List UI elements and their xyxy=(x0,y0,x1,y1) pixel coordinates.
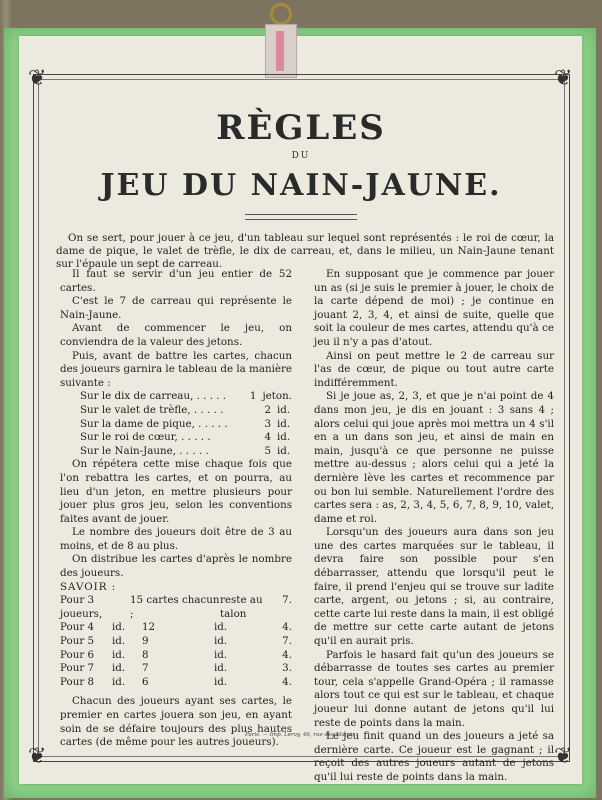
table-cell: id. xyxy=(112,621,126,634)
stake-unit: jeton. xyxy=(262,390,292,403)
stake-count: 1 xyxy=(249,390,257,403)
rule-paragraph: Puis, avant de battre les cartes, chacun des joueurs garnira le tableau de la manière suivante : xyxy=(60,349,292,389)
right-column xyxy=(314,268,554,785)
rule-paragraph: Parfois le hasard fait qu'un des joueurs se débarrasse de toutes ses cartes au premier tour, cela s'appelle Grand-Opéra ; il ramasse alors tout ce qui est sur le tableau, et chaque joueur lui donne autant de jetons qu'il lui reste de points dans la main. xyxy=(314,648,554,729)
rule-paragraph: Le nombre des joueurs doit être de 3 au moins, et de 8 au plus. xyxy=(60,526,292,552)
rule-paragraph: Ainsi on peut mettre le 2 de carreau sur l'as de cœur, de pique ou tout autre carte indifféremment. xyxy=(314,349,554,389)
table-cell: id. xyxy=(112,635,126,648)
stake-count: 3 xyxy=(264,417,271,430)
table-cell: 3. xyxy=(282,662,292,675)
table-cell: 4. xyxy=(282,621,292,634)
stake-unit: id. xyxy=(277,444,291,457)
stake-label: Sur le dix de carreau, . . . . . xyxy=(80,390,227,403)
rule-paragraph: En supposant que je commence par jouer un as (si je suis le premier à jouer, le choix de la carte dépend de moi) ; je continue en jouant 2, 3, 4, et ainsi de suite, quelle que soit la couleur de mes cartes, attendu qu'à ce jeu il n'y a pas d'atout. xyxy=(314,268,554,348)
stake-label: Sur la dame de pique, . . . . . xyxy=(80,417,228,430)
table-cell: 7 xyxy=(142,662,149,675)
table-cell: 7. xyxy=(282,635,292,648)
table-cell: Pour 3 joueurs, xyxy=(60,594,103,620)
rule-paragraph: On distribue les cartes d'après le nombre des joueurs. xyxy=(60,553,292,580)
hanging-ring xyxy=(270,3,292,25)
table-cell: 4. xyxy=(282,648,292,661)
corner-ornament-bottom-left: ❦ xyxy=(28,744,47,769)
stake-label: Sur le valet de trèfle, . . . . . xyxy=(80,403,224,416)
stake-row xyxy=(60,445,292,459)
title-rule xyxy=(245,214,357,220)
table-cell: 7. xyxy=(282,594,292,607)
table-cell: id. xyxy=(214,621,228,634)
table-cell: id. xyxy=(214,675,228,688)
table-row xyxy=(60,662,292,676)
printer-imprint: Paris. — Imp. Leroy, 46, rue des Marais. xyxy=(245,732,357,738)
savoir-heading: SAVOIR : xyxy=(60,580,117,593)
corner-ornament-top-left: ❦ xyxy=(28,66,47,91)
tab-stripe xyxy=(276,31,284,71)
stake-unit: id. xyxy=(277,417,291,430)
table-cell: reste au talon xyxy=(220,594,263,620)
rule-paragraph: On répétera cette mise chaque fois que l'on rebattra les cartes, et on pourra, au lieu d'un jeton, en mettre plusieurs pour jouer plus gros jeu, selon les conventions faites avant de jouer. xyxy=(60,458,292,525)
stake-unit: id. xyxy=(277,403,291,416)
rule-paragraph: Si je joue as, 2, 3, et que je n'ai point de 4 dans mon jeu, je dis en jouant : 3 sans 4 ; alors celui qui joue après moi mettra un 4 s'il en a un dans son jeu, et ainsi de main en main, jusqu'à ce que personne ne puisse mettre au-dessus ; alors celui qui a jeté la dernière lève les cartes et recommence par ou bon lui semble. Naturellement l'ordre des cartes sera : as, 2, 3, 4, 5, 6, 7, 8, 9, 10, valet, dame et roi. xyxy=(314,390,554,525)
table-cell: 15 cartes chacun ; xyxy=(130,594,220,620)
rule-paragraph: Lorsqu'un des joueurs aura dans son jeu une des cartes marquées sur le tableau, il devra faire son possible pour s'en débarrasser, attendu que lorsqu'il peut le faire, il prend l'enjeu qui se trouve sur ladite carte, argent, ou jetons ; si, au contraire, cette carte lui reste dans la main, il est obligé de mettre sur cette carte autant de jetons qu'il en aurait pris. xyxy=(314,526,554,648)
corner-ornament-top-right: ❦ xyxy=(554,66,573,91)
table-cell: id. xyxy=(112,662,126,675)
stake-count: 4 xyxy=(264,431,271,444)
page-title: RÈGLES xyxy=(216,108,386,148)
table-cell: 4. xyxy=(282,675,292,688)
table-cell: Pour 8 xyxy=(60,675,95,688)
table-cell: id. xyxy=(214,662,228,675)
stake-row xyxy=(60,390,292,404)
table-cell: 6 xyxy=(142,675,149,688)
stake-row xyxy=(60,431,292,445)
stake-count: 5 xyxy=(264,444,271,457)
distribution-table xyxy=(60,594,292,689)
table-cell: 9 xyxy=(142,635,149,648)
corner-ornament-bottom-right: ❦ xyxy=(554,744,573,769)
table-cell: id. xyxy=(112,648,126,661)
stake-row xyxy=(60,404,292,418)
stake-unit: id. xyxy=(277,431,291,444)
table-cell: id. xyxy=(112,675,126,688)
table-cell: id. xyxy=(214,635,228,648)
stake-count: 2 xyxy=(264,403,271,416)
rule-paragraph: Avant de commencer le jeu, on conviendra de la valeur des jetons. xyxy=(60,322,292,348)
table-row xyxy=(60,676,292,690)
table-cell: 8 xyxy=(142,648,149,661)
table-row xyxy=(60,621,292,635)
hanger-tab xyxy=(265,24,297,78)
table-row xyxy=(60,635,292,649)
table-cell: Pour 5 xyxy=(60,635,95,648)
table-row xyxy=(60,594,292,621)
rule-paragraph: C'est le 7 de carreau qui représente le Nain-Jaune. xyxy=(60,295,292,321)
rule-paragraph: Il faut se servir d'un jeu entier de 52 cartes. xyxy=(60,268,292,294)
stake-label: Sur le roi de cœur, . . . . . xyxy=(80,431,211,444)
table-cell: Pour 7 xyxy=(60,662,95,675)
rule-paragraph: Le jeu finit quand un des joueurs a jeté sa dernière carte. Ce joueur est le gagnant ; il reçoit des autres joueurs autant de jetons qu'il lui reste de points dans la main. xyxy=(314,730,554,783)
table-row xyxy=(60,649,292,663)
table-cell: id. xyxy=(214,648,228,661)
stake-row xyxy=(60,418,292,432)
table-cell: 12 xyxy=(142,621,156,634)
table-cell: Pour 4 xyxy=(60,621,95,634)
left-column xyxy=(60,268,292,750)
title-du: DU xyxy=(291,151,311,161)
stake-label: Sur le Nain-Jaune, . . . . . xyxy=(80,444,209,457)
rule-paragraph: Chacun des joueurs ayant ses cartes, le premier en cartes jouera son jeu, en ayant soin de se défaire toujours des plus hautes cartes (de même pour les autres joueurs). xyxy=(60,695,292,749)
table-cell: Pour 6 xyxy=(60,648,95,661)
intro-paragraph: On se sert, pour jouer à ce jeu, d'un tableau sur lequel sont représentés : le roi de cœur, la dame de pique, le valet de trèfle, le dix de carreau, et, dans le milieu, un Nain-Jaune tenant sur l'épaule un sept de carreau. xyxy=(56,232,554,271)
page-subtitle: JEU DU NAIN-JAUNE. xyxy=(100,168,502,203)
